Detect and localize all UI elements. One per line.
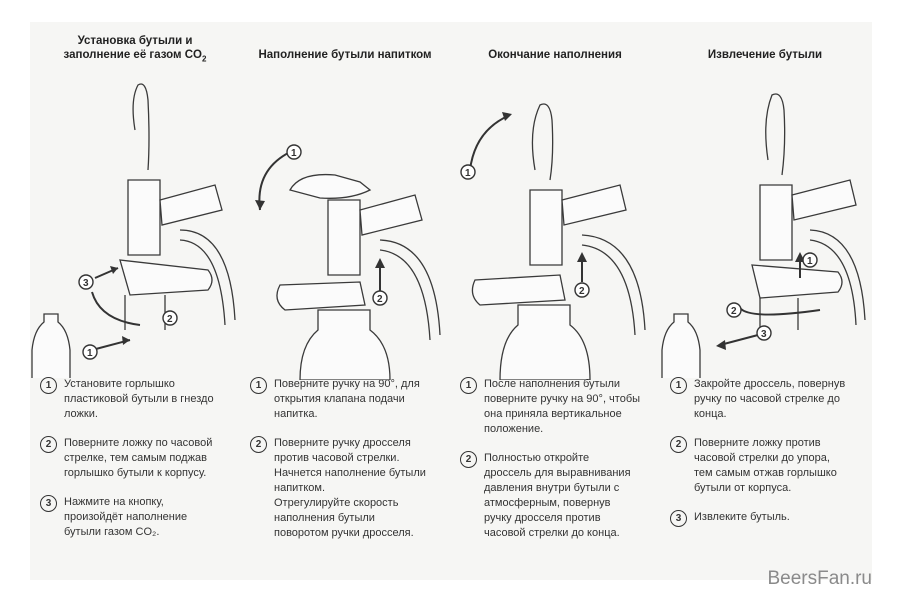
callout-1-label: 1 [465,168,471,179]
hose-line [582,235,645,330]
pet-bottle-shape [662,314,700,378]
step-number: 3 [40,495,57,512]
step-number: 2 [670,436,687,453]
watermark: BeersFan.ru [767,568,872,589]
column-filling [240,22,450,580]
arrowhead [255,200,265,210]
tap-illustration-remove [660,60,870,380]
arrowhead [502,112,512,121]
hose-line [380,250,430,340]
column-bottle-install [30,22,240,580]
step-text: открытия клапана подачи [274,393,405,405]
step-text: пластиковой бутыли в гнездо [64,393,214,405]
connector-pipe-shape [562,185,626,225]
step-number: 2 [250,436,267,453]
tap-body-shape [128,180,160,255]
callout-2-label: 2 [731,306,737,317]
title-line: Наполнение бутыли напитком [258,49,432,61]
callout-2-label: 2 [167,314,173,325]
step-text: После наполнения бутыли [484,378,621,390]
tap-illustration-filling [240,60,450,380]
title-line: Окончание наполнения [488,49,622,61]
step-item [670,436,865,496]
arrow-3 [720,335,758,345]
step-item [250,377,445,422]
bottle-shape [500,305,590,380]
step-text: напитком. [274,482,326,494]
bottle-neck-guide [125,295,165,330]
arrowhead [122,336,130,345]
step-text: ручку по часовой стрелке до [694,393,840,405]
step-text: ручку дросселя против [484,512,601,524]
step-text: конца. [694,408,727,420]
callout-1-label: 1 [291,148,297,159]
step-text: положение. [484,423,544,435]
step-number: 3 [670,510,687,527]
connector-pipe-shape [160,185,222,225]
bottle-shape [300,310,390,380]
title-line: заполнение её газом CO [63,49,202,61]
callout-1-label: 1 [87,348,93,359]
callout-1-label: 1 [807,256,813,267]
step-text: Поверните ручку на 90°, для [274,378,420,390]
pet-bottle-shape [32,314,70,378]
spoon-holder-shape [120,260,212,295]
callout-2-label: 2 [377,294,383,305]
hose-line [380,240,440,335]
step-text: наполнения бутыли [274,512,375,524]
step-text: произойдёт наполнение [64,511,188,523]
step-number: 2 [460,451,477,468]
steps-list [250,377,445,555]
step-item [460,377,655,437]
column-fill-end [450,22,660,580]
spoon-holder-shape [277,282,365,310]
step-text: атмосферным, повернув [484,497,611,509]
callout-2-label: 2 [579,286,585,297]
step-text: Поверните ложку по часовой [64,437,213,449]
title-subscript: 2 [202,54,207,64]
spoon-holder-shape [752,265,842,298]
step-number: 2 [40,436,57,453]
steps-list [670,377,865,539]
step-text: Закройте дроссель, повернув [694,378,846,390]
step-text: дроссель для выравнивания [484,467,631,479]
step-number: 1 [670,377,687,394]
step-text: Установите горлышко [64,378,175,390]
step-item [670,377,865,422]
step-text: поворотом ручки дросселя. [274,527,414,539]
step-number: 1 [40,377,57,394]
tap-illustration-fill-end [450,60,660,380]
arrow-1 [470,115,510,170]
step-text: бутыли газом CO₂. [64,526,160,538]
steps-list [40,377,235,554]
step-text: Начнется наполнение бутыли [274,467,426,479]
step-text: Отрегулируйте скорость [274,497,399,509]
step-text: часовой стрелки до конца. [484,527,620,539]
step-number: 1 [460,377,477,394]
step-text: Полностью откройте [484,452,590,464]
arrowhead [577,252,587,262]
title-line: Извлечение бутыли [707,49,823,61]
hose-line [582,245,635,335]
title-line: Установка бутыли и [77,35,193,47]
step-text: ложки. [64,408,98,420]
arrowhead [716,340,726,350]
connector-pipe-shape [360,195,422,235]
step-text: Извлеките бутыль. [694,511,790,523]
steps-list [460,377,655,555]
step-item [40,436,235,481]
instruction-sheet [30,22,872,580]
lever-handle-shape [290,175,370,199]
step-text: поверните ручку на 90°, чтобы [484,393,641,405]
step-text: горлышко бутыли к корпусу. [64,467,207,479]
tap-body-shape [328,200,360,275]
step-text: стрелке, тем самым поджав [64,452,207,464]
arrow-2 [740,308,820,315]
callout-3-label: 3 [761,329,767,340]
step-text: тем самым отжав горлышко [694,467,837,479]
callout-3-label: 3 [83,278,89,289]
lever-handle-shape [133,84,149,170]
step-item [40,495,235,540]
tap-body-shape [760,185,792,260]
step-item [250,436,445,541]
column-bottle-remove [660,22,870,580]
connector-pipe-shape [792,180,856,220]
spoon-holder-shape [472,275,565,305]
step-number: 1 [250,377,267,394]
step-text: часовой стрелки до упора, [694,452,830,464]
step-text: против часовой стрелки. [274,452,400,464]
step-item [670,510,865,525]
step-item [40,377,235,422]
tap-body-shape [530,190,562,265]
arrowhead [375,258,385,268]
step-text: напитка. [274,408,318,420]
step-item [460,451,655,541]
step-text: Поверните ложку против [694,437,821,449]
step-text: Нажмите на кнопку, [64,496,164,508]
step-text: Поверните ручку дросселя [274,437,411,449]
tap-illustration-install [30,60,240,380]
step-text: она приняла вертикальное [484,408,622,420]
lever-handle-shape [766,94,785,175]
step-text: бутыли от корпуса. [694,482,792,494]
arrow-2 [92,292,140,325]
step-text: давления внутри бутыли с [484,482,620,494]
lever-handle-shape [532,104,552,180]
